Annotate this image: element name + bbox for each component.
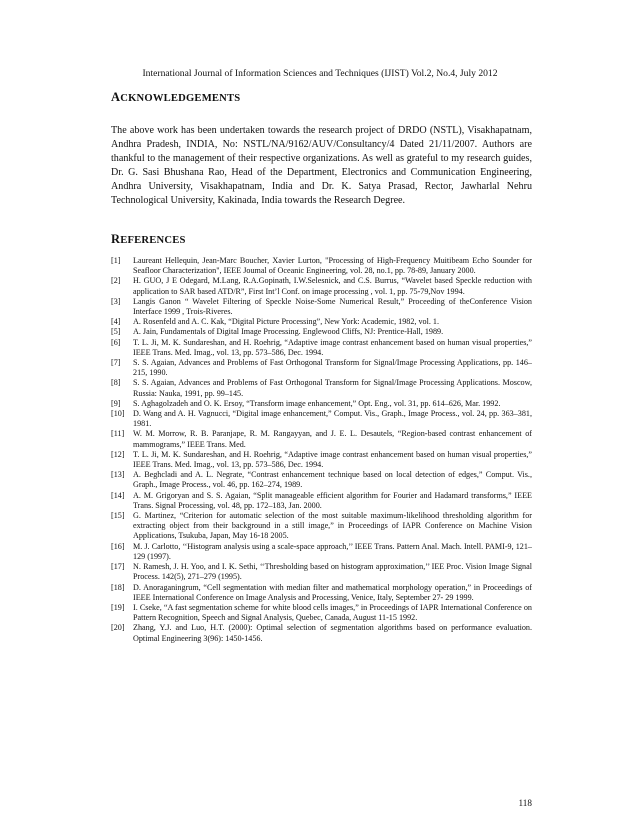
reference-text: H. GUO, J E Odegard, M.Lang, R.A.Gopinath, I.W.Selesnick, and C.S. Burrus, “Wavelet based Speckle reduction with application to SAR based ATD/R”, First Int’l Conf. on image processing , vol. 1, pp. 75-79,Nov 1994. (133, 276, 532, 296)
reference-number: [17] (111, 562, 125, 572)
acknowledgements-heading (111, 90, 240, 105)
reference-number: [7] (111, 358, 121, 368)
reference-item (111, 317, 532, 327)
reference-text: A. M. Grigoryan and S. S. Agaian, “Split manageable efficient algorithm for Fourier and Hadamard transforms,” IEEE Trans. Signal Processing, vol. 48, pp. 172–183, Jan. 2000. (133, 490, 532, 510)
reference-text: A. Jain, Fundamentals of Digital Image Processing. Englewood Cliffs, NJ: Prentice-Hall, 1989. (133, 327, 444, 337)
running-header: International Journal of Information Sciences and Techniques (IJIST) Vol.2, No.4, July 2012 (142, 68, 498, 79)
references-heading (111, 232, 186, 247)
reference-item (111, 450, 532, 470)
reference-number: [13] (111, 470, 125, 480)
reference-text: D. Anoraganingrum, “Cell segmentation with median filter and mathematical morphology operation,” in Proceedings of IEEE International Conference on Image Analysis and Processing, Venice, Italy, September 27- 29 1999. (133, 582, 532, 602)
page-number: 118 (518, 798, 532, 808)
reference-item (111, 603, 532, 623)
reference-text: G. Martinez, “Criterion for automatic selection of the most suitable maximum-likelihood thresholding algorithm for extracting object from their background in a still image,” in Proceedings of IAPR Conference on Machine Vision Applications, Tsukuba, Japan, May 16-18 2005. (133, 511, 532, 541)
reference-text: Laureant Hellequin, Jean-Marc Boucher, Xavier Lurton, "Processing of High-Frequency Muitibeam Echo Sounder for Seafloor Characterization", IEEE Joumal of Oceanic Engineering, vol. 28, no.1, pp. 78-89, January 2000. (133, 256, 532, 276)
reference-item (111, 583, 532, 603)
reference-number: [4] (111, 317, 121, 327)
references-heading-initial: R (111, 232, 121, 246)
reference-number: [15] (111, 511, 125, 521)
reference-number: [14] (111, 490, 125, 500)
reference-item (111, 338, 532, 358)
reference-item (111, 297, 532, 317)
reference-text: D. Wang and A. H. Vagnucci, “Digital image enhancement,” Comput. Vis., Graph., Image Process., vol. 24, pp. 363–381, 1981. (133, 409, 532, 429)
reference-item (111, 409, 532, 429)
reference-item (111, 429, 532, 449)
reference-text: M. J. Carlotto, ‘‘Histogram analysis using a scale-space approach,’’ IEEE Trans. Pattern Anal. Mach. Intell. PAMI-9, 121–129 (1997). (133, 541, 532, 561)
reference-item (111, 470, 532, 490)
reference-text: A. Rosenfeld and A. C. Kak, “Digital Picture Processing”, New York: Academic, 1982, vol. 1. (133, 317, 439, 327)
reference-number: [18] (111, 582, 125, 592)
reference-text: N. Ramesh, J. H. Yoo, and I. K. Sethi, ‘‘Thresholding based on histogram approximation,’’ IEE Proc. Vision Image Signal Process. 142(5), 271–279 (1995). (133, 562, 532, 582)
reference-item (111, 491, 532, 511)
reference-number: [12] (111, 449, 125, 459)
reference-text: T. L. Ji, M. K. Sundareshan, and H. Roehrig, “Adaptive image contrast enhancement based on human visual properties,” IEEE Trans. Med. Imag., vol. 13, pp. 573–586, Dec. 1994. (133, 337, 532, 357)
reference-item (111, 378, 532, 398)
reference-item (111, 511, 532, 542)
reference-item (111, 623, 532, 643)
reference-text: I. Cseke, “A fast segmentation scheme for white blood cells images,” in Proceedings of IAPR International Conference on Pattern Recognition, Speech and Signal Analysis, Quebec, Canada, August 11-15 1992. (133, 602, 532, 623)
reference-number: [6] (111, 337, 121, 347)
reference-number: [8] (111, 378, 121, 388)
reference-text: S. S. Agaian, Advances and Problems of Fast Orthogonal Transform for Signal/Image Processing Applications, pp. 146–215, 1990. (133, 358, 532, 378)
reference-number: [2] (111, 276, 121, 286)
reference-number: [20] (111, 623, 125, 633)
reference-text: S. S. Agaian, Advances and Problems of Fast Orthogonal Transform for Signal/Image Processing Applications. Moscow, Russia: Nauka, 1991, pp. 99–145. (133, 378, 532, 398)
reference-list (111, 256, 532, 644)
reference-text: Langis Ganon “ Wavelet Filtering of Speckle Noise-Some Numerical Result,” Proceeding of theConference Vision Interface 1999 , Trois-Riveres. (133, 296, 532, 317)
reference-number: [3] (111, 296, 121, 306)
reference-text: A. Beghcladi and A. L. Negrate, “Contrast enhancement technique based on local detection of edges,” Comput. Vis., Graph., Image Process., vol. 46, pp. 162–274, 1989. (133, 470, 532, 490)
reference-item (111, 327, 532, 337)
reference-item (111, 562, 532, 582)
references-heading-rest: EFERENCES (120, 235, 186, 246)
reference-number: [11] (111, 429, 125, 439)
reference-number: [1] (111, 256, 121, 265)
acknowledgements-heading-initial: A (111, 90, 121, 104)
reference-item (111, 399, 532, 409)
reference-text: S. Aghagolzadeh and O. K. Ersoy, “Transform image enhancement,” Opt. Eng., vol. 31, pp. 614–626, Mar. 1992. (133, 398, 501, 408)
reference-number: [19] (111, 602, 125, 612)
reference-item (111, 542, 532, 562)
reference-item (111, 358, 532, 378)
reference-item (111, 256, 532, 276)
acknowledgements-heading-rest: CKNOWLEDGEMENTS (120, 93, 241, 104)
acknowledgements-body: The above work has been undertaken towards the research project of DRDO (NSTL), Visakhapatnam, Andhra Pradesh, INDIA, No: NSTL/NA/9162/AUV/Consultancy/4 Dated 21/11/2007. Authors are thankful to the management of their respective organizations. As well as grateful to my research guides, Dr. G. Sasi Bhushana Rao, Head of the Department, Electronics and Communication Engineering, Andhra University, Visakhapatnam, India and Dr. K. Satya Prasad, Rector, Jawharlal Nehru Technological University, Kakinada, India towards the Research Degree. (111, 125, 532, 206)
reference-text: W. M. Morrow, R. B. Paranjape, R. M. Rangayyan, and J. E. L. Desautels, “Region-based contrast enhancement of mammograms,” IEEE Trans. Med. (133, 429, 532, 449)
reference-item (111, 276, 532, 296)
reference-number: [16] (111, 541, 125, 551)
reference-number: [9] (111, 398, 121, 408)
reference-text: T. L. Ji, M. K. Sundareshan, and H. Roehrig, “Adaptive image contrast enhancement based on human visual properties,” IEEE Trans. Med. Imag., vol. 13, pp. 573–586, Dec. 1994. (133, 449, 532, 470)
reference-number: [10] (111, 409, 125, 419)
reference-number: [5] (111, 327, 121, 337)
reference-text: Zhang, Y.J. and Luo, H.T. (2000): Optimal selection of segmentation algorithms based on performance evaluation. Optimal Engineering 3(96): 1450-1456. (133, 623, 532, 643)
